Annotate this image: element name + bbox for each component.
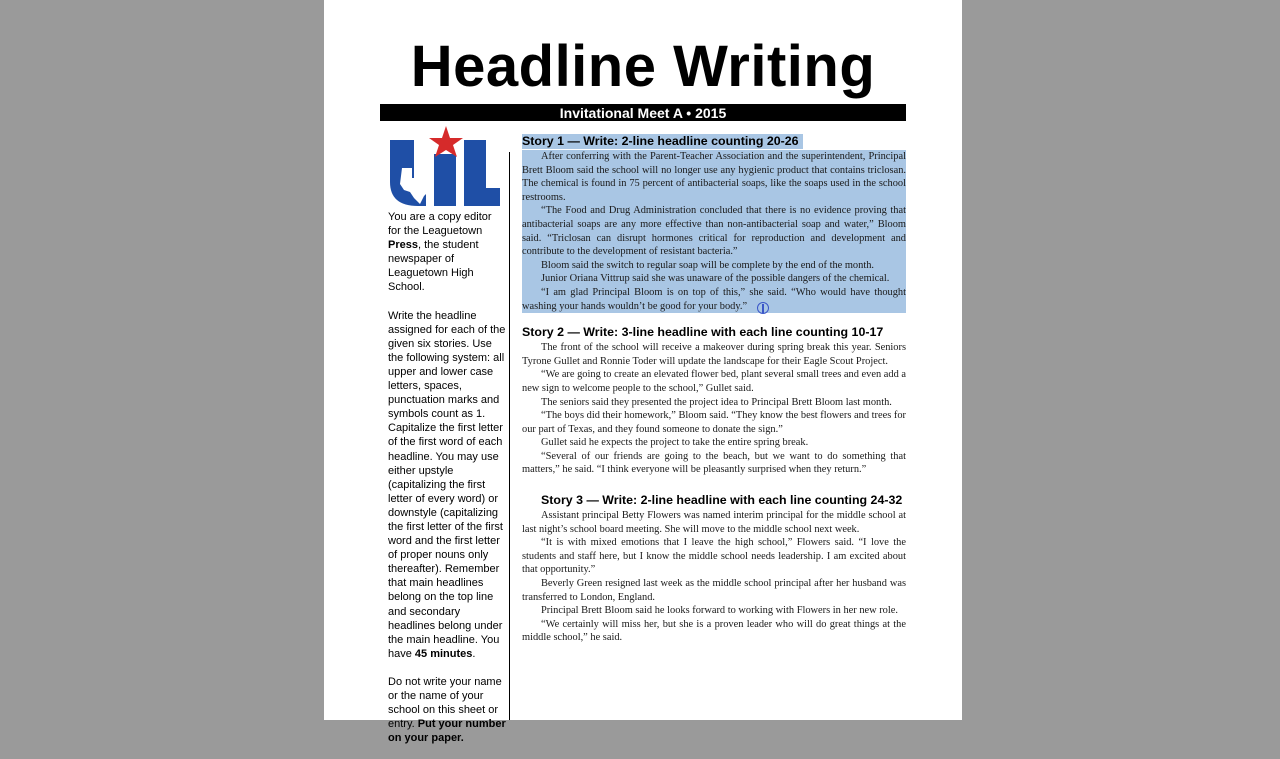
instructions-sidebar [388, 210, 506, 759]
story-paragraph: “We are going to create an elevated flower bed, plant several small trees and even add a new sign to welcome people to the school,” Gullet said. [522, 369, 906, 394]
story-paragraph: Beverly Green resigned last week as the middle school principal after her husband was transferred to London, England. [522, 578, 906, 603]
text-cursor-beam-icon [762, 304, 764, 313]
story-paragraph: The seniors said they presented the project idea to Principal Brett Bloom last month. [541, 396, 892, 408]
story-heading: Story 2 — Write: 3-line headline with each line counting 10-17 [522, 325, 884, 340]
story-paragraph: Principal Brett Bloom said he looks forward to working with Flowers in her new role. [541, 605, 898, 617]
instructions-paragraph-1: You are a copy editor for the Leaguetown Press, the student newspaper of Leaguetown High School. [388, 211, 492, 294]
story-paragraph: “It is with mixed emotions that I leave the high school,” Flowers said. “I love the students and staff here, but I know the middle school needs leadership. I am excited about that opportunity.” [522, 537, 906, 576]
story-paragraph: The front of the school will receive a makeover during spring break this year. Seniors Tyrone Gullet and Ronnie Toder will update the landscape for their Eagle Scout Project. [522, 342, 906, 367]
story-paragraph: After conferring with the Parent-Teacher Association and the superintendent, Principal Brett Bloom said the school will no longer use any hygienic product that contains triclosan. The chemical is found in 75 percent of antibacterial soaps, like the soaps used in the school restrooms. [522, 151, 906, 203]
uil-logo-icon [388, 124, 502, 208]
time-limit: 45 minutes [414, 647, 473, 660]
story-paragraph: Assistant principal Betty Flowers was named interim principal for the middle school at last night’s school board meeting. She will move to the middle school next week. [522, 510, 906, 535]
page-title: Headline Writing [410, 34, 876, 99]
instructions-paragraph-2: Write the headline assigned for each of the given six stories. Use the following system: all upper and lower case letters, spaces, punctuation marks and symbols count as 1. Capitalize the first letter of the first word of each headline. You may use either upstyle (capitalizing the first letter of every word) or downstyle (capitalizing the first letter of the first word and the first letter of proper nouns only thereafter). Remember that main headlines belong on the top line and secondary headlines belong under the main headline. You have 45 minutes. [388, 309, 506, 660]
story-paragraph: “I am glad Principal Bloom is on top of this,” she said. “Who would have thought washing your hands wouldn’t be good for your body.” [522, 286, 906, 312]
story-1[interactable] [522, 134, 906, 313]
instructions-paragraph-3: Do not write your name or the name of your school on this sheet or entry. Put your number on your paper. [388, 675, 506, 745]
story-heading: Story 3 — Write: 2-line headline with each line counting 24-32 [541, 493, 903, 508]
story-heading: Story 1 — Write: 2-line headline counting 20-26 [522, 134, 803, 149]
story-paragraph: “We certainly will miss her, but she is a proven leader who will do great things at the middle school,” he said. [522, 618, 906, 644]
story-paragraph: Bloom said the switch to regular soap will be complete by the end of the month. [522, 259, 906, 273]
story-paragraph: “The Food and Drug Administration concluded that there is no evidence proving that antibacterial soaps are any more effective than non-antibacterial soap and water,” Bloom said. “Triclosan can disrupt hormones critical for reproduction and development and contribute to the development of resistant bacteria.” [522, 205, 906, 258]
story-3[interactable] [522, 493, 906, 645]
story-paragraph: “Several of our friends are going to the beach, but we want to do something that matters,” he said. “I think everyone will be pleasantly surprised when they return.” [522, 450, 906, 476]
newspaper-name: Press [388, 239, 418, 252]
story-paragraph: Junior Oriana Vittrup said she was unaware of the possible dangers of the chemical. [522, 272, 906, 286]
story-paragraph: Gullet said he expects the project to take the entire spring break. [541, 437, 809, 449]
column-divider [509, 152, 510, 720]
story-paragraph: “The boys did their homework,” Bloom said. “They know the best flowers and trees for our part of Texas, and they found someone to donate the sign.” [522, 410, 906, 435]
stories-column[interactable] [522, 134, 906, 657]
story-2[interactable] [522, 325, 906, 477]
meet-banner: Invitational Meet A • 2015 [380, 104, 906, 121]
document-page [324, 0, 962, 745]
